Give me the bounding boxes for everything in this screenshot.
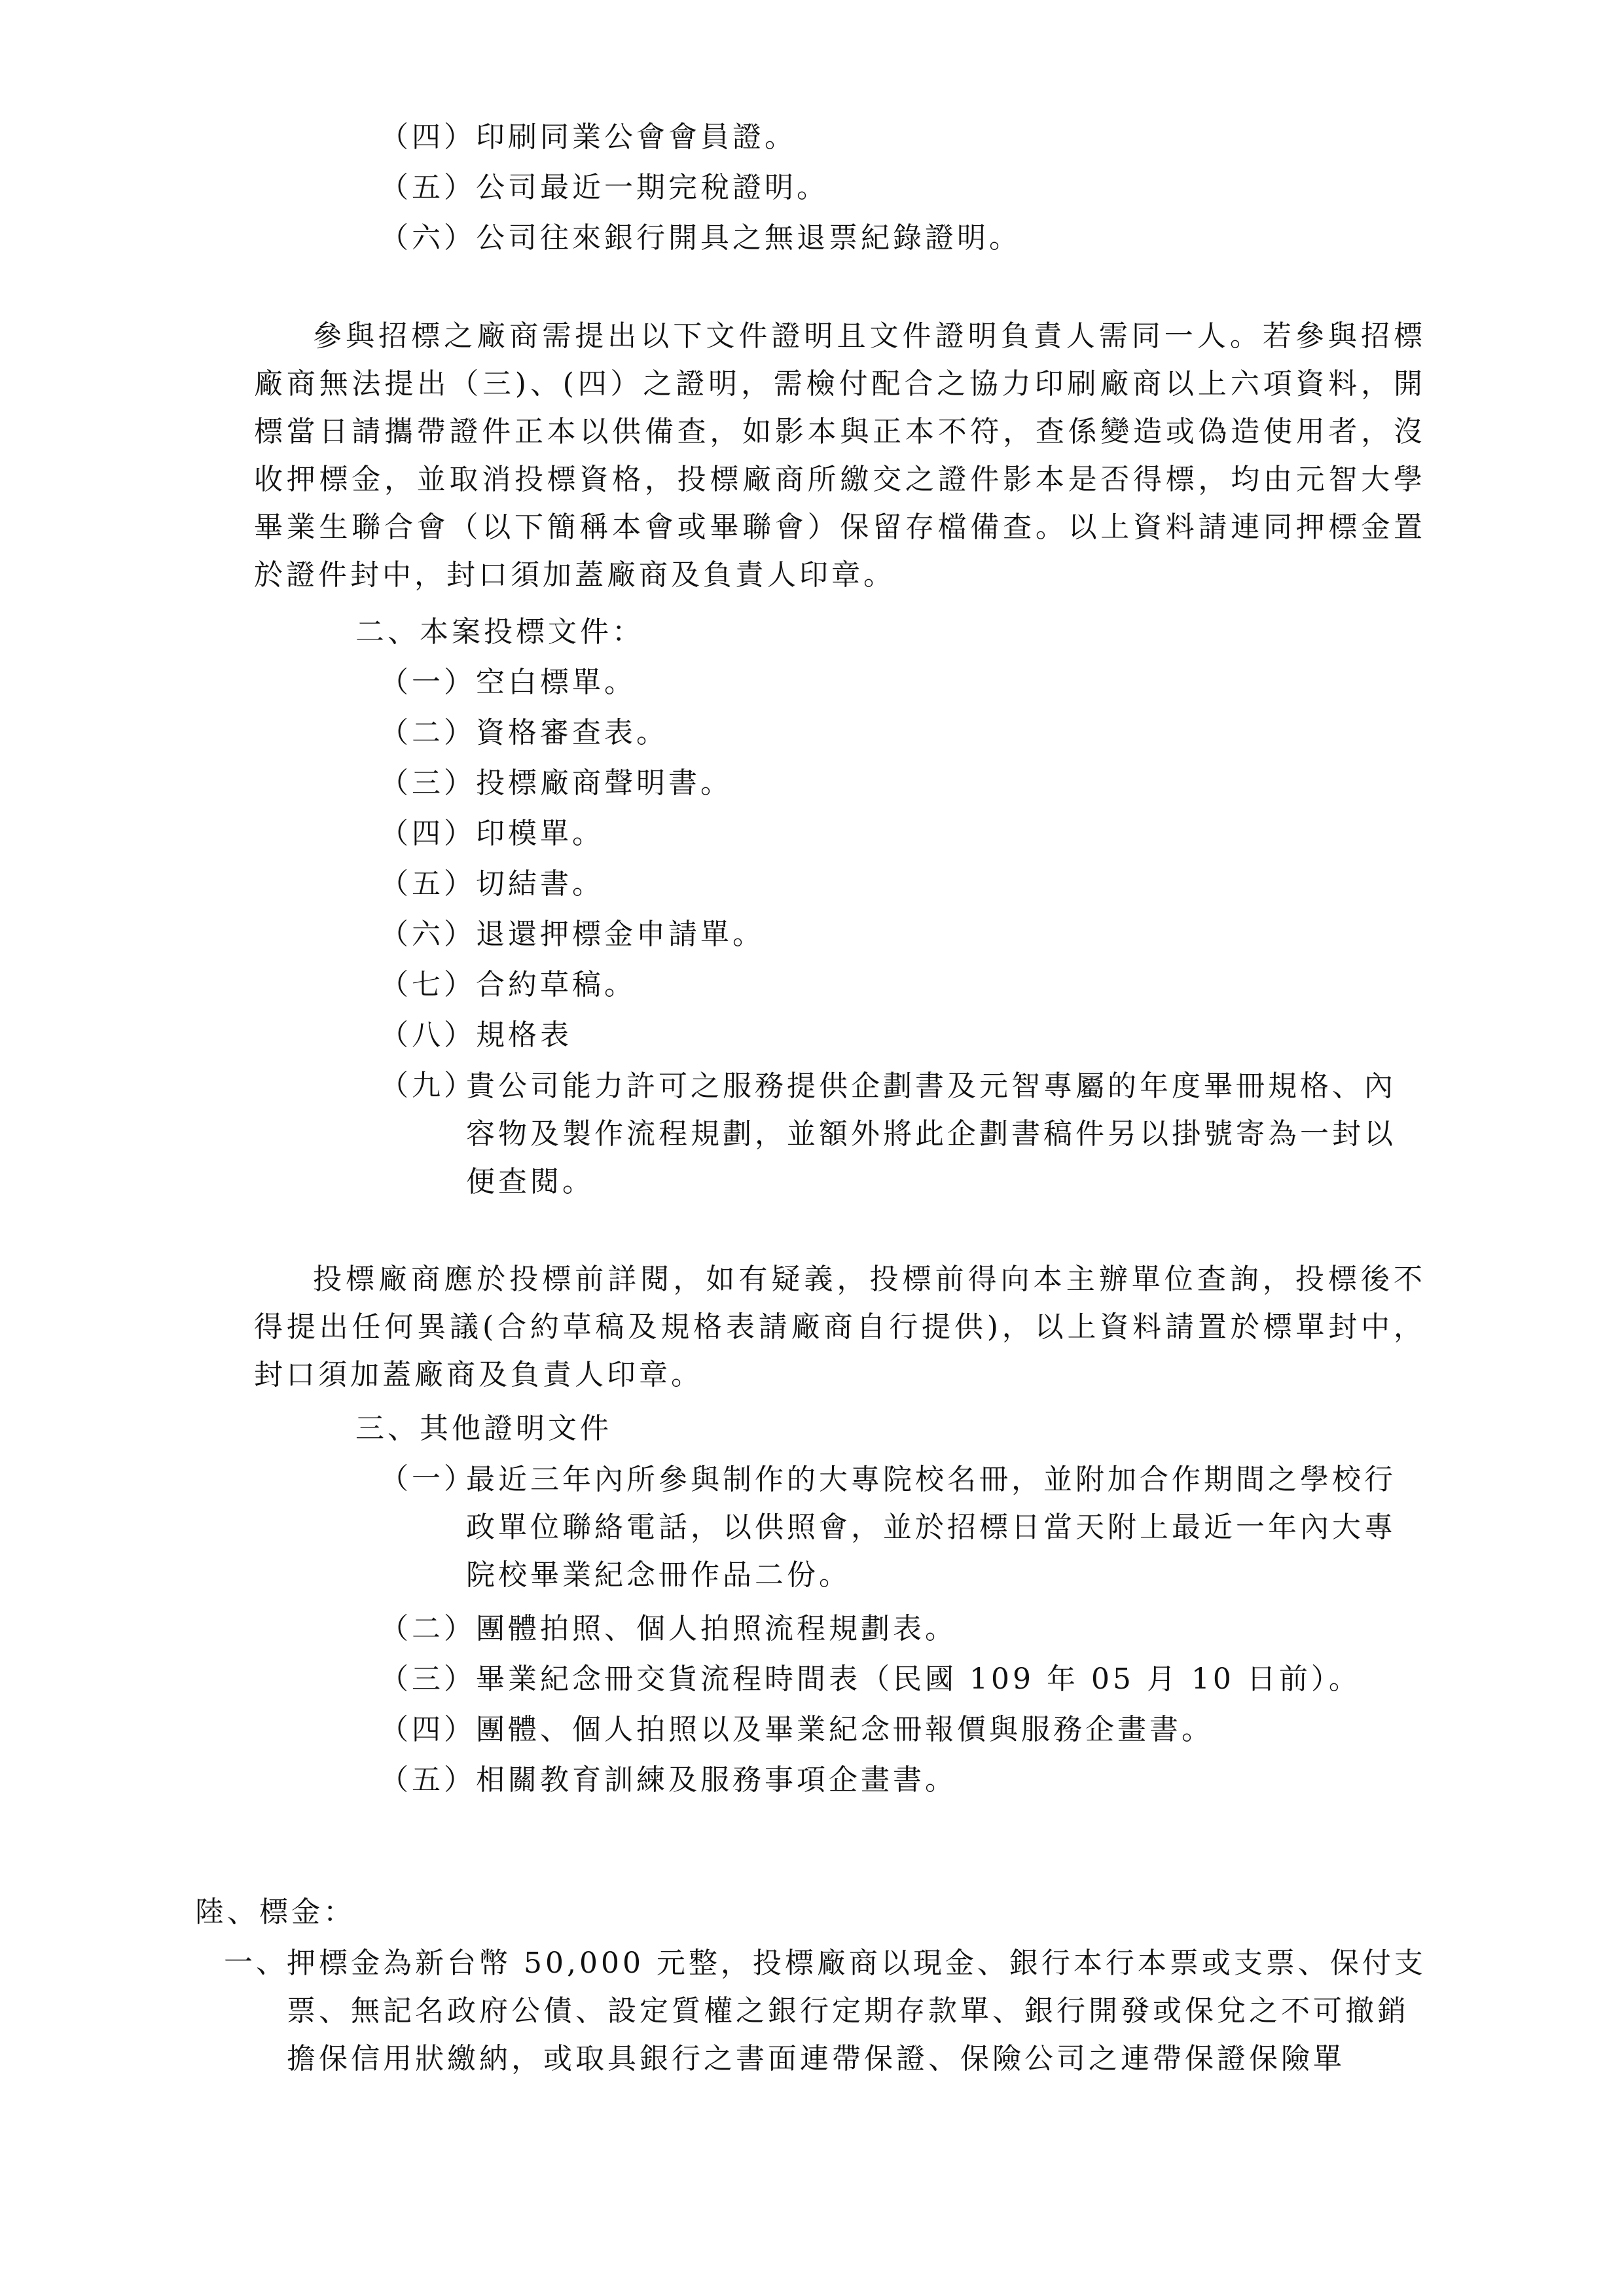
- item-text: 公司往來銀行開具之無退票紀錄證明。: [476, 221, 1021, 255]
- item-text: 畢業紀念冊交貨流程時間表（民國 109 年 05 月 10 日前）。: [476, 1662, 1361, 1696]
- section-3-heading: 三、其他證明文件: [355, 1412, 612, 1445]
- list-b-item-2: [380, 713, 668, 753]
- item-text: 空白標單。: [476, 666, 636, 699]
- item-text: 退還押標金申請單。: [476, 918, 765, 951]
- item-number: （一）: [380, 666, 476, 699]
- list-c-item-2: [380, 1609, 957, 1649]
- item-text: 團體、個人拍照以及畢業紀念冊報價與服務企畫書。: [476, 1713, 1214, 1746]
- item-text: 公司最近一期完稅證明。: [476, 171, 829, 204]
- paragraph-inquiry-notice: 投標廠商應於投標前詳閱，如有疑義，投標前得向本主辦單位查詢，投標後不得提出任何異議(合約草稿及規格表請廠商自行提供)，以上資料請置於標單封中，封口須加蓋廠商及負責人印章。: [254, 1263, 1426, 1391]
- item-text: 資格審查表。: [476, 716, 668, 749]
- item-text: 團體拍照、個人拍照流程規劃表。: [476, 1612, 957, 1645]
- item-text: 押標金為新台幣 50,000 元整，投標廠商以現金、銀行本行本票或支票、保付支票、無記名政府公債、設定質權之銀行定期存款單、銀行開發或保兌之不可撤銷擔保信用狀繳納，或取具銀行之書面連帶保證、保險公司之連帶保證保險單: [287, 1946, 1426, 2075]
- list-b-item-7: [380, 965, 636, 1005]
- item-number: （二）: [380, 716, 476, 749]
- item-number: （八）: [380, 1018, 476, 1052]
- list-b-item-5: [380, 865, 604, 904]
- item-text: 切結書。: [476, 867, 604, 901]
- list-c-item-5: [380, 1761, 957, 1800]
- item-text: 規格表: [476, 1018, 572, 1052]
- item-number: （六）: [380, 221, 476, 255]
- item-number: （五）: [380, 1763, 476, 1797]
- list-b-item-4: [380, 814, 604, 853]
- item-text: 合約草稿。: [476, 968, 636, 1001]
- item-text: 印刷同業公會會員證。: [476, 120, 797, 154]
- item-number: （四）: [380, 120, 476, 154]
- item-text: 最近三年內所參與制作的大專院校名冊，並附加合作期間之學校行政單位聯絡電話，以供照會，並於招標日當天附上最近一年內大專院校畢業紀念冊作品二份。: [466, 1463, 1396, 1592]
- item-number: （一）: [380, 1462, 476, 1496]
- item-number: （三）: [380, 766, 476, 800]
- section-6-item-1: [224, 1943, 1428, 2094]
- item-text: 投標廠商聲明書。: [476, 766, 732, 800]
- item-number: （三）: [380, 1662, 476, 1696]
- list-c-item-3: [380, 1660, 1361, 1699]
- list-c-item-4: [380, 1710, 1214, 1749]
- item-number: （四）: [380, 817, 476, 850]
- section-6-heading: 陸、標金：: [195, 1895, 355, 1929]
- item-number: 一、: [224, 1946, 288, 1979]
- item-number: （二）: [380, 1612, 476, 1645]
- item-number: （五）: [380, 867, 476, 901]
- item-number: （七）: [380, 968, 476, 1001]
- paragraph-bid-documents-requirement: 參與招標之廠商需提出以下文件證明且文件證明負責人需同一人。若參與招標廠商無法提出（三)、(四）之證明，需檢付配合之協力印刷廠商以上六項資料，開標當日請攜帶證件正本以供備查，如影本與正本不符，查係變造或偽造使用者，沒收押標金，並取消投標資格，投標廠商所繳交之證件影本是否得標，均由元智大學畢業生聯合會（以下簡稱本會或畢聯會）保留存檔備查。以上資料請連同押標金置於證件封中，封口須加蓋廠商及負責人印章。: [254, 319, 1426, 592]
- list-b-item-3: [380, 764, 732, 803]
- list-a-item-4: [380, 118, 797, 157]
- list-b-item-6: [380, 915, 765, 954]
- item-number: （六）: [380, 918, 476, 951]
- list-b-item-1: [380, 663, 636, 702]
- item-number: （九）: [380, 1069, 476, 1102]
- section-2-heading: 二、本案投標文件：: [355, 615, 644, 649]
- item-text: 相關教育訓練及服務事項企畫書。: [476, 1763, 957, 1797]
- item-text: 印模單。: [476, 817, 604, 850]
- item-text: 貴公司能力許可之服務提供企劃書及元智專屬的年度畢冊規格、內容物及製作流程規劃，並額外將此企劃書稿件另以掛號寄為一封以便查閱。: [466, 1069, 1396, 1198]
- list-a-item-6: [380, 219, 1021, 258]
- item-number: （四）: [380, 1713, 476, 1746]
- list-b-item-9: [380, 1066, 1420, 1217]
- item-number: （五）: [380, 171, 476, 204]
- list-b-item-8: [380, 1016, 572, 1055]
- list-c-item-1: [380, 1460, 1420, 1610]
- list-a-item-5: [380, 168, 829, 207]
